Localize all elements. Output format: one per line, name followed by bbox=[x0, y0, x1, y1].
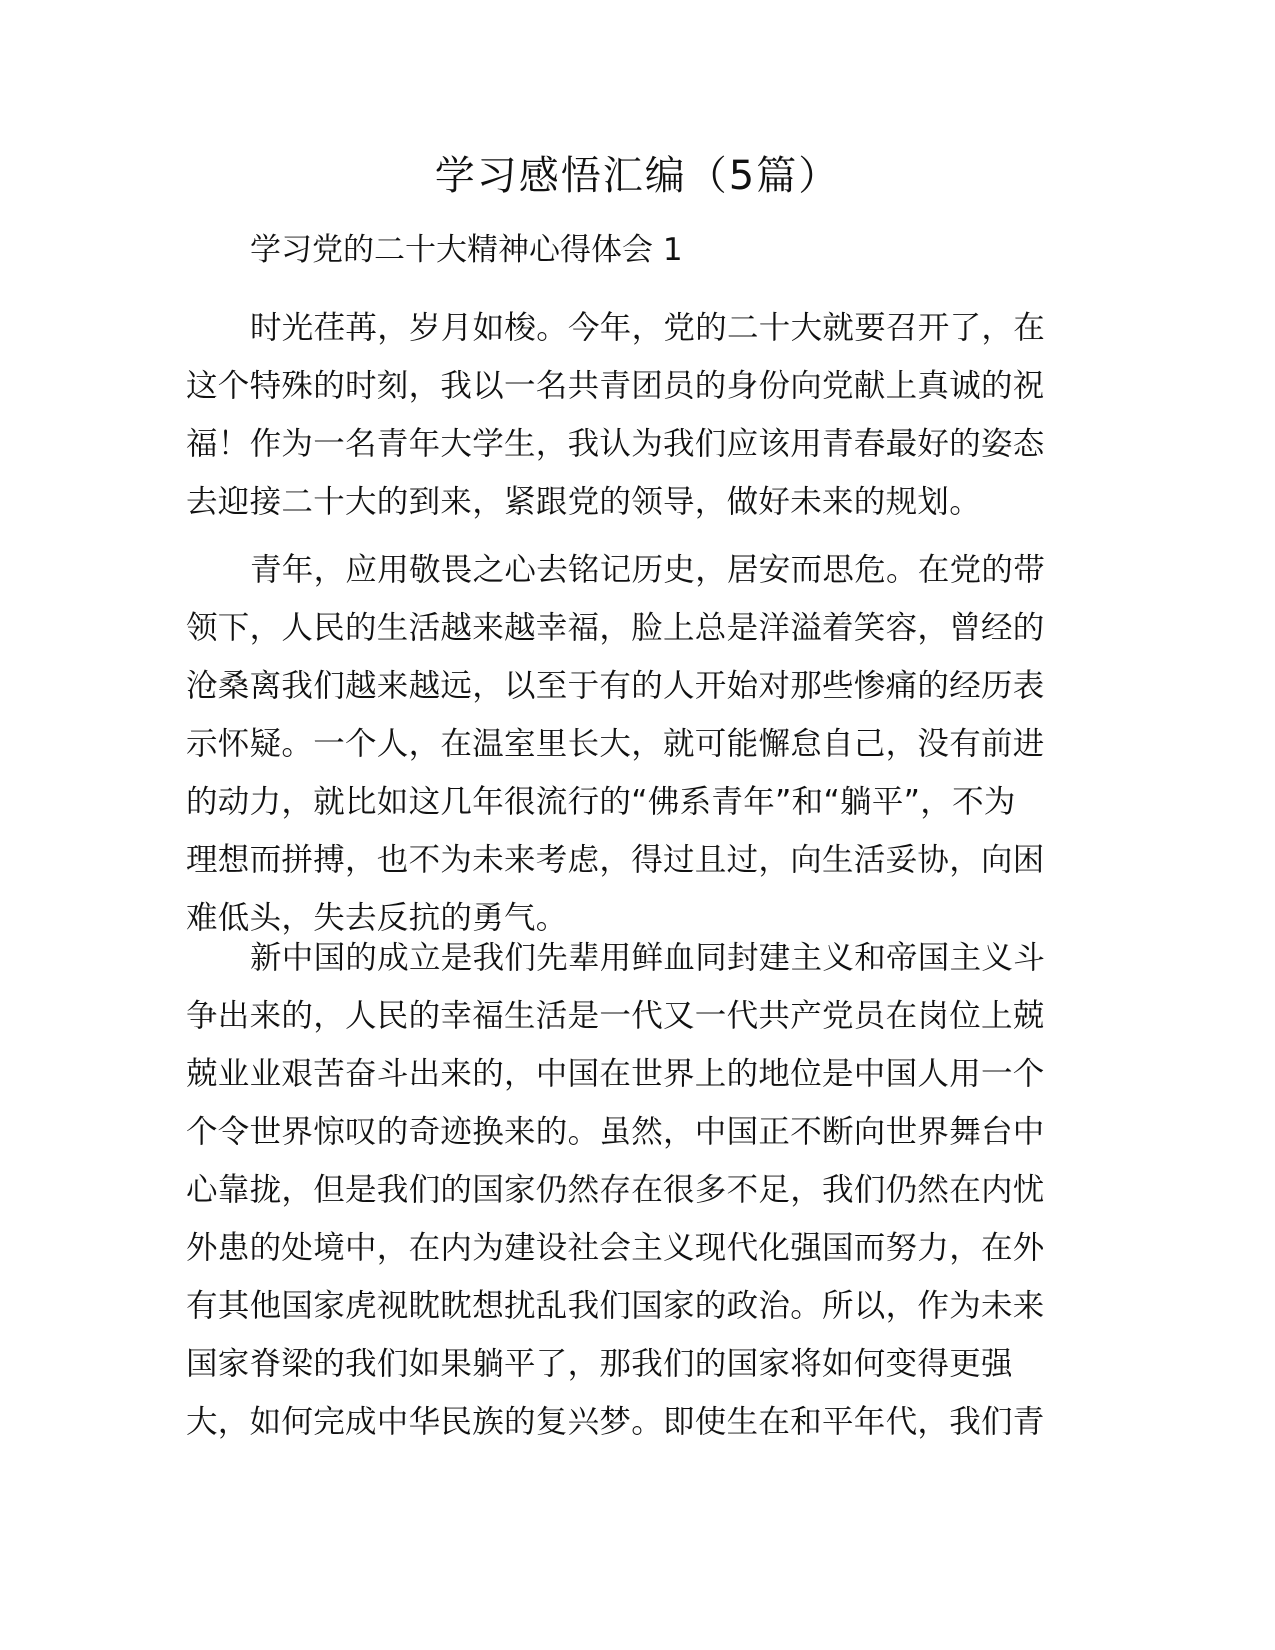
paragraph-line: 沧桑离我们越来越远，以至于有的人开始对那些惨痛的经历表 bbox=[186, 668, 1045, 704]
paragraph-line: 示怀疑。一个人，在温室里长大，就可能懈怠自己，没有前进 bbox=[186, 726, 1045, 762]
paragraph-line: 国家脊梁的我们如果躺平了，那我们的国家将如何变得更强 bbox=[186, 1346, 1013, 1382]
paragraph-line: 难低头，失去反抗的勇气。 bbox=[186, 900, 568, 936]
paragraph-line: 青年，应用敬畏之心去铭记历史，居安而思危。在党的带 bbox=[250, 552, 1046, 588]
paragraph-line: 理想而拼搏，也不为未来考虑，得过且过，向生活妥协，向困 bbox=[186, 842, 1045, 878]
paragraph-line: 有其他国家虎视眈眈想扰乱我们国家的政治。所以，作为未来 bbox=[186, 1288, 1045, 1324]
paragraph-line: 时光荏苒，岁月如梭。今年，党的二十大就要召开了，在 bbox=[250, 310, 1046, 346]
paragraph-1 bbox=[186, 299, 1086, 531]
paragraph-line: 这个特殊的时刻，我以一名共青团员的身份向党献上真诚的祝 bbox=[186, 368, 1045, 404]
section-heading: 学习党的二十大精神心得体会 1 bbox=[250, 232, 683, 268]
paragraph-line: 新中国的成立是我们先辈用鲜血同封建主义和帝国主义斗 bbox=[250, 940, 1046, 976]
paragraph-line: 去迎接二十大的到来，紧跟党的领导，做好未来的规划。 bbox=[186, 484, 982, 520]
paragraph-line: 兢业业艰苦奋斗出来的，中国在世界上的地位是中国人用一个 bbox=[186, 1056, 1045, 1092]
paragraph-line: 心靠拢，但是我们的国家仍然存在很多不足，我们仍然在内忧 bbox=[186, 1172, 1045, 1208]
paragraph-line: 领下，人民的生活越来越幸福，脸上总是洋溢着笑容，曾经的 bbox=[186, 610, 1045, 646]
paragraph-line: 福！作为一名青年大学生，我认为我们应该用青春最好的姿态 bbox=[186, 426, 1045, 462]
paragraph-line: 大，如何完成中华民族的复兴梦。即使生在和平年代，我们青 bbox=[186, 1404, 1045, 1440]
document-title: 学习感悟汇编（5篇） bbox=[434, 153, 841, 199]
paragraph-line: 个令世界惊叹的奇迹换来的。虽然，中国正不断向世界舞台中 bbox=[186, 1114, 1045, 1150]
paragraph-2 bbox=[186, 541, 1086, 947]
paragraph-line: 争出来的，人民的幸福生活是一代又一代共产党员在岗位上兢 bbox=[186, 998, 1045, 1034]
paragraph-line: 的动力，就比如这几年很流行的“佛系青年”和“躺平”，不为 bbox=[186, 784, 1016, 820]
paragraph-3 bbox=[186, 929, 1086, 1451]
paragraph-line: 外患的处境中，在内为建设社会主义现代化强国而努力，在外 bbox=[186, 1230, 1045, 1266]
